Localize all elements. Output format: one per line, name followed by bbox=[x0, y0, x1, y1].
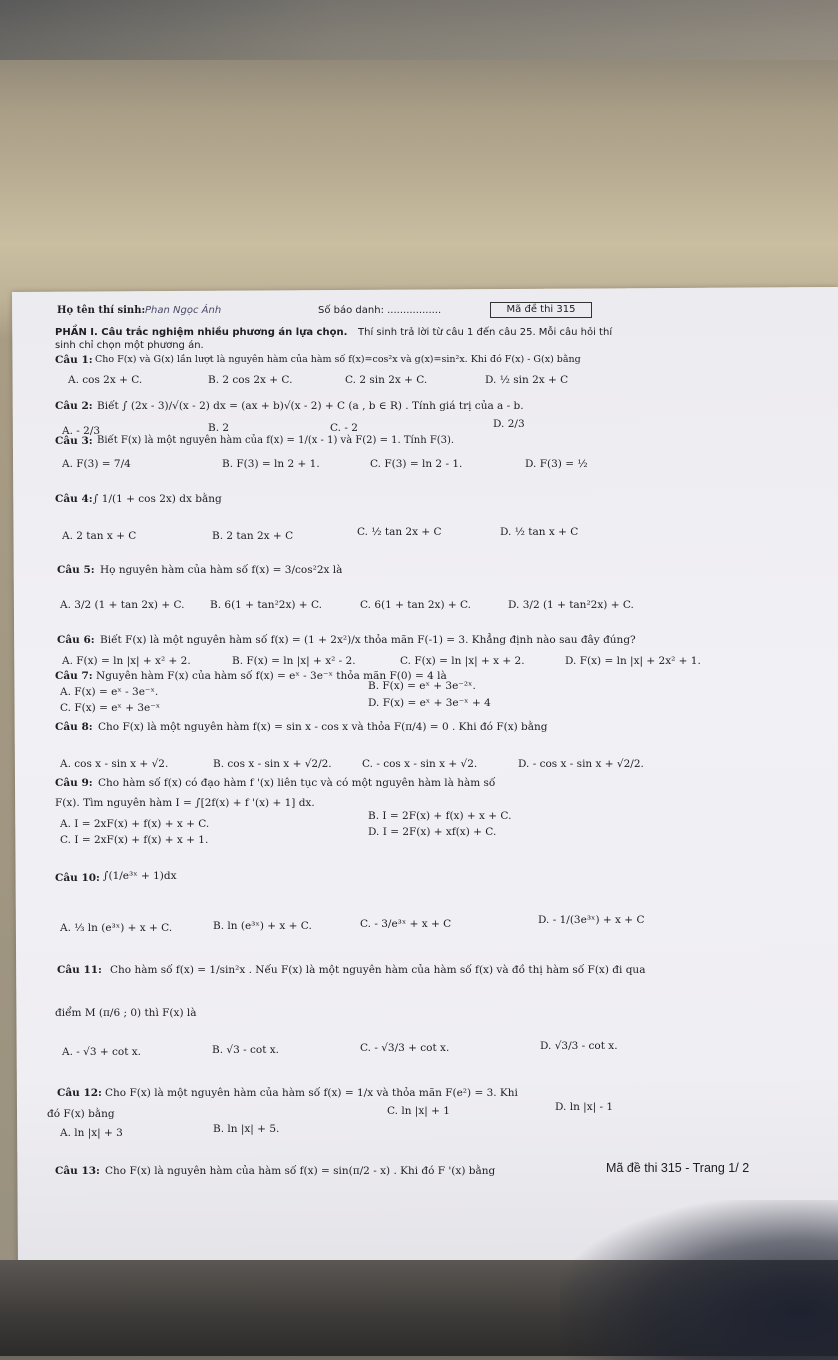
q9-option-c: C. I = 2xF(x) + f(x) + x + 1. bbox=[60, 834, 209, 846]
name-label: Họ tên thí sinh: bbox=[57, 305, 146, 316]
exam-code: Mã đề thi 315 bbox=[490, 302, 592, 318]
q1-text: Cho F(x) và G(x) lần lượt là nguyên hàm của hàm số f(x)=cos²x và g(x)=sin²x. Khi đó F(x) - G(x) bằng bbox=[95, 354, 581, 365]
q2-option-c: C. - 2 bbox=[330, 422, 358, 434]
q4-option-a: A. 2 tan x + C bbox=[62, 530, 137, 542]
q9-option-a: A. I = 2xF(x) + f(x) + x + C. bbox=[60, 818, 210, 830]
q7-label: Câu 7: bbox=[55, 670, 93, 682]
q2-text: Biết ∫ (2x - 3)/√(x - 2) dx = (ax + b)√(x - 2) + C (a , b ∈ R) . Tính giá trị của a - b. bbox=[97, 400, 524, 412]
q3-option-c: C. F(3) = ln 2 - 1. bbox=[370, 458, 463, 470]
q4-option-b: B. 2 tan 2x + C bbox=[212, 530, 294, 542]
q3-option-d: D. F(3) = ½ bbox=[525, 458, 588, 470]
q5-option-b: B. 6(1 + tan²2x) + C. bbox=[210, 599, 322, 611]
q9-label: Câu 9: bbox=[55, 777, 93, 789]
q11-option-c: C. - √3/3 + cot x. bbox=[360, 1042, 450, 1054]
q2-option-d: D. 2/3 bbox=[493, 418, 525, 430]
q10-text: ∫(1/e³ˣ + 1)dx bbox=[103, 870, 177, 882]
q12-option-c: C. ln |x| + 1 bbox=[387, 1105, 450, 1117]
q4-text: ∫ 1/(1 + cos 2x) dx bằng bbox=[93, 493, 222, 505]
q11-label: Câu 11: bbox=[57, 964, 102, 976]
q8-label: Câu 8: bbox=[55, 721, 93, 733]
q1-option-b: B. 2 cos 2x + C. bbox=[208, 374, 293, 386]
q11-option-a: A. - √3 + cot x. bbox=[62, 1046, 142, 1058]
q3-label: Câu 3: bbox=[55, 435, 93, 447]
q3-option-a: A. F(3) = 7/4 bbox=[62, 458, 131, 470]
q7-option-a: A. F(x) = eˣ - 3e⁻ˣ. bbox=[60, 686, 159, 698]
q9-option-b: B. I = 2F(x) + f(x) + x + C. bbox=[368, 810, 512, 822]
q1-option-d: D. ½ sin 2x + C bbox=[485, 374, 569, 386]
q12-option-a: A. ln |x| + 3 bbox=[60, 1127, 123, 1139]
q5-option-c: C. 6(1 + tan 2x) + C. bbox=[360, 599, 472, 611]
q5-text: Họ nguyên hàm của hàm số f(x) = 3/cos²2x là bbox=[100, 564, 343, 576]
page-footer: Mã đề thi 315 - Trang 1/ 2 bbox=[606, 1161, 750, 1175]
q7-option-d: D. F(x) = eˣ + 3e⁻ˣ + 4 bbox=[368, 697, 491, 709]
q5-label: Câu 5: bbox=[57, 564, 95, 576]
q11-option-b: B. √3 - cot x. bbox=[212, 1044, 280, 1056]
part-title: PHẦN I. Câu trắc nghiệm nhiều phương án lựa chọn. bbox=[55, 327, 348, 338]
q2-label: Câu 2: bbox=[55, 400, 93, 412]
q4-label: Câu 4: bbox=[55, 493, 93, 505]
q6-option-b: B. F(x) = ln |x| + x² - 2. bbox=[232, 655, 356, 667]
part-desc-2: sinh chỉ chọn một phương án. bbox=[55, 340, 204, 351]
q11-option-d: D. √3/3 - cot x. bbox=[540, 1040, 618, 1052]
q12-text: Cho F(x) là một nguyên hàm của hàm số f(x) = 1/x và thỏa mãn F(e²) = 3. Khi bbox=[105, 1087, 518, 1099]
q10-option-a: A. ⅓ ln (e³ˣ) + x + C. bbox=[60, 922, 173, 934]
q6-label: Câu 6: bbox=[57, 634, 95, 646]
q7-option-b: B. F(x) = eˣ + 3e⁻²ˣ. bbox=[368, 680, 476, 692]
q9-option-d: D. I = 2F(x) + xf(x) + C. bbox=[368, 826, 497, 838]
q10-option-b: B. ln (e³ˣ) + x + C. bbox=[213, 920, 312, 932]
q4-option-c: C. ½ tan 2x + C bbox=[357, 526, 442, 538]
q7-text: Nguyên hàm F(x) của hàm số f(x) = eˣ - 3e⁻ˣ thỏa mãn F(0) = 4 là bbox=[96, 670, 447, 682]
q8-option-b: B. cos x - sin x + √2/2. bbox=[213, 758, 332, 770]
q3-option-b: B. F(3) = ln 2 + 1. bbox=[222, 458, 320, 470]
q11-text-2: điểm M (π/6 ; 0) thì F(x) là bbox=[55, 1007, 197, 1019]
q1-option-c: C. 2 sin 2x + C. bbox=[345, 374, 428, 386]
q6-option-d: D. F(x) = ln |x| + 2x² + 1. bbox=[565, 655, 701, 667]
sbd-label: Số báo danh: ................. bbox=[318, 305, 442, 316]
q10-option-c: C. - 3/e³ˣ + x + C bbox=[360, 918, 452, 930]
q9-text-2: F(x). Tìm nguyên hàm I = ∫[2f(x) + f '(x) + 1] dx. bbox=[55, 797, 315, 809]
q2-option-a: A. - 2/3 bbox=[62, 425, 101, 437]
q5-option-d: D. 3/2 (1 + tan²2x) + C. bbox=[508, 599, 634, 611]
q12-text-2: đó F(x) bằng bbox=[47, 1108, 115, 1120]
q6-option-c: C. F(x) = ln |x| + x + 2. bbox=[400, 655, 525, 667]
q2-option-b: B. 2 bbox=[208, 422, 230, 434]
q4-option-d: D. ½ tan x + C bbox=[500, 526, 579, 538]
q1-label: Câu 1: bbox=[55, 354, 93, 366]
q12-label: Câu 12: bbox=[57, 1087, 102, 1099]
q3-text: Biết F(x) là một nguyên hàm của f(x) = 1/(x - 1) và F(2) = 1. Tính F(3). bbox=[97, 435, 455, 446]
q8-text: Cho F(x) là một nguyên hàm f(x) = sin x - cos x và thỏa F(π/4) = 0 . Khi đó F(x) bằng bbox=[98, 721, 548, 733]
q12-option-b: B. ln |x| + 5. bbox=[213, 1123, 280, 1135]
q7-option-c: C. F(x) = eˣ + 3e⁻ˣ bbox=[60, 702, 161, 714]
q11-text: Cho hàm số f(x) = 1/sin²x . Nếu F(x) là một nguyên hàm của hàm số f(x) và đồ thị hàm số F(x) đi qua bbox=[110, 964, 646, 976]
q1-option-a: A. cos 2x + C. bbox=[68, 374, 143, 386]
q8-option-d: D. - cos x - sin x + √2/2. bbox=[518, 758, 644, 770]
q9-text: Cho hàm số f(x) có đạo hàm f '(x) liên tục và có một nguyên hàm là hàm số bbox=[98, 777, 496, 789]
q6-option-a: A. F(x) = ln |x| + x² + 2. bbox=[62, 655, 191, 667]
q6-text: Biết F(x) là một nguyên hàm số f(x) = (1 + 2x²)/x thỏa mãn F(-1) = 3. Khẳng định nào sau đây đúng? bbox=[100, 634, 636, 646]
q8-option-a: A. cos x - sin x + √2. bbox=[60, 758, 169, 770]
q5-option-a: A. 3/2 (1 + tan 2x) + C. bbox=[60, 599, 185, 611]
q13-label: Câu 13: bbox=[55, 1165, 100, 1177]
candidate-name: Phan Ngọc Ánh bbox=[145, 305, 222, 316]
q10-option-d: D. - 1/(3e³ˣ) + x + C bbox=[538, 914, 645, 926]
q8-option-c: C. - cos x - sin x + √2. bbox=[362, 758, 478, 770]
part-desc: Thí sinh trả lời từ câu 1 đến câu 25. Mỗi câu hỏi thí bbox=[358, 327, 613, 338]
q13-text: Cho F(x) là nguyên hàm của hàm số f(x) = sin(π/2 - x) . Khi đó F '(x) bằng bbox=[105, 1165, 496, 1177]
q12-option-d: D. ln |x| - 1 bbox=[555, 1101, 614, 1113]
q10-label: Câu 10: bbox=[55, 872, 100, 884]
